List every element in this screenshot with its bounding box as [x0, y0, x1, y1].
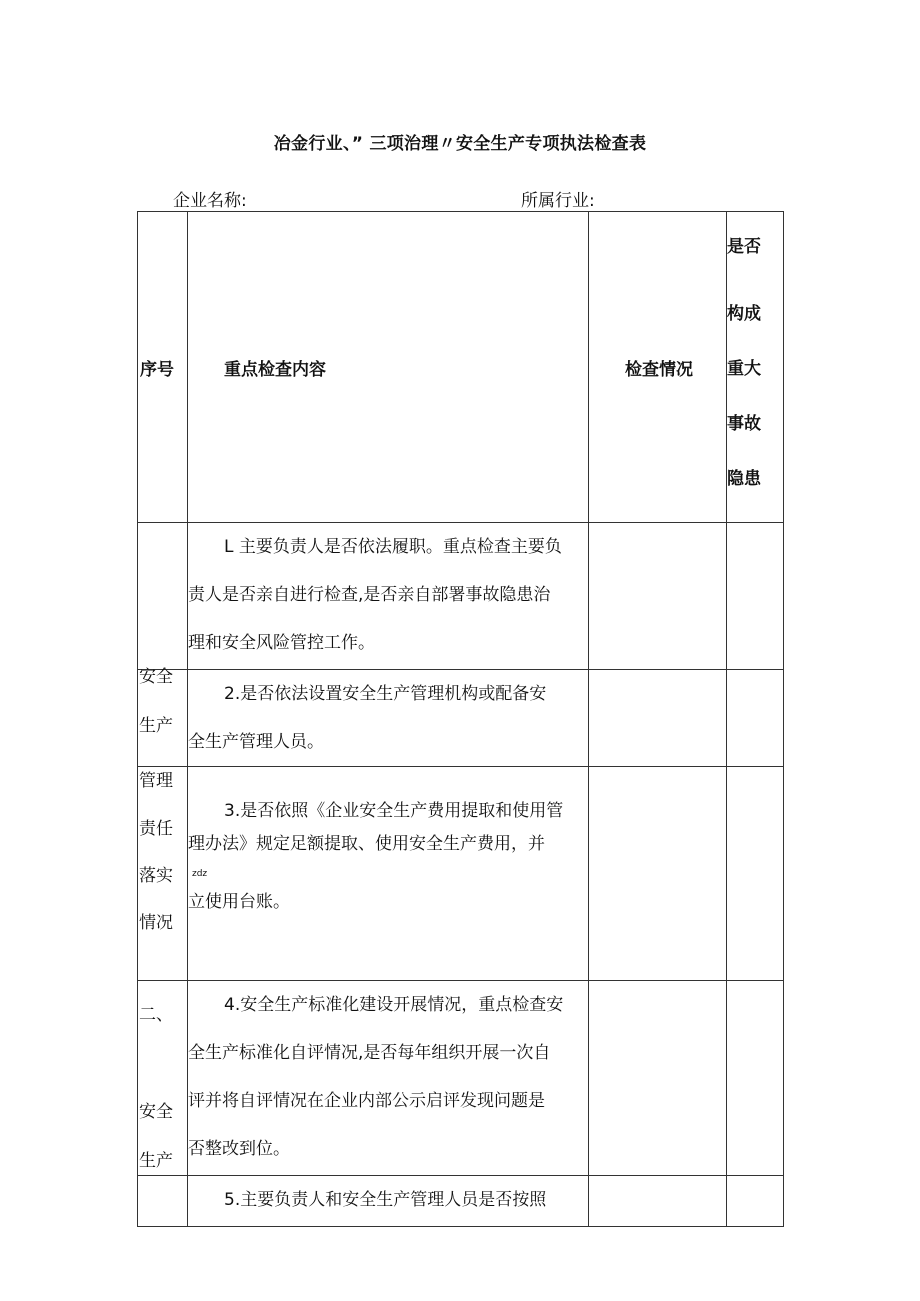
- situation-cell[interactable]: [589, 670, 727, 767]
- item-line: L 主要负责人是否依法履职。重点检查主要负: [224, 537, 562, 557]
- item-content: [188, 523, 589, 670]
- situation-cell[interactable]: [589, 767, 727, 981]
- category-label: 管理: [139, 771, 173, 791]
- document-title: 冶金行业、” 三项治理〃安全生产专项执法检查表: [273, 134, 647, 154]
- industry-label: 所属行业:: [521, 191, 595, 211]
- major-hazard-cell[interactable]: [727, 670, 784, 767]
- header-major-hazard: [727, 212, 784, 523]
- header-major-hazard-line: 重大: [727, 359, 761, 379]
- category-cell: [138, 523, 188, 670]
- item-content: [188, 670, 589, 767]
- item-content: [188, 1176, 589, 1227]
- header-key-content: 重点检查内容: [188, 212, 589, 523]
- item-line: 否整改到位。: [188, 1139, 290, 1159]
- inspection-table: [137, 211, 784, 1227]
- item-content: [188, 767, 589, 981]
- table-header-row: [138, 212, 784, 523]
- category-label: 情况: [139, 913, 173, 933]
- category-label: 生产: [139, 1151, 173, 1171]
- category-label: 落实: [139, 866, 173, 886]
- company-name-label: 企业名称:: [173, 191, 247, 211]
- category-label: 安全: [139, 1102, 173, 1122]
- item-line: 立使用台账。: [188, 892, 290, 912]
- item-line: 5.主要负责人和安全生产管理人员是否按照: [224, 1190, 547, 1210]
- item-line: 2.是否依法设置安全生产管理机构或配备安: [224, 684, 547, 704]
- item-line: 4.安全生产标准化建设开展情况，重点检查安: [224, 995, 564, 1015]
- category-label: 责任: [139, 819, 173, 839]
- header-major-hazard-line: 隐患: [727, 469, 761, 489]
- table-row: [138, 670, 784, 767]
- table-row: [138, 1176, 784, 1227]
- header-major-hazard-line: 事故: [727, 414, 761, 434]
- major-hazard-cell[interactable]: [727, 1176, 784, 1227]
- item-line: 3.是否依照《企业安全生产费用提取和使用管: [224, 801, 564, 821]
- major-hazard-cell[interactable]: [727, 981, 784, 1176]
- item-line: 理办法》规定足额提取、使用安全生产费用，并: [188, 834, 545, 854]
- situation-cell[interactable]: [589, 981, 727, 1176]
- item-line: 评并将自评情况在企业内部公示启评发现问题是: [188, 1091, 545, 1111]
- table-row: [138, 981, 784, 1176]
- item-content: [188, 981, 589, 1176]
- table-row: [138, 523, 784, 670]
- major-hazard-cell[interactable]: [727, 767, 784, 981]
- item-line: 全生产标准化自评情况,是否每年组织开展一次自: [188, 1043, 551, 1063]
- major-hazard-cell[interactable]: [727, 523, 784, 670]
- category-cell: [138, 1176, 188, 1227]
- header-seq: 序号: [138, 212, 188, 523]
- category-label: 安全: [139, 667, 173, 687]
- item-stub-mark: zdz: [192, 869, 208, 879]
- header-major-hazard-line: 是否: [727, 237, 761, 257]
- item-line: 理和安全风险管控工作。: [188, 633, 375, 653]
- header-situation: 检查情况: [589, 212, 727, 523]
- category-label: 生产: [139, 716, 173, 736]
- item-line: 责人是否亲自进行检查,是否亲自部署事故隐患治: [188, 585, 551, 605]
- header-major-hazard-line: 构成: [727, 304, 761, 324]
- situation-cell[interactable]: [589, 1176, 727, 1227]
- table-row: [138, 767, 784, 981]
- category-label: 二、: [139, 1005, 173, 1025]
- situation-cell[interactable]: [589, 523, 727, 670]
- item-line: 全生产管理人员。: [188, 732, 324, 752]
